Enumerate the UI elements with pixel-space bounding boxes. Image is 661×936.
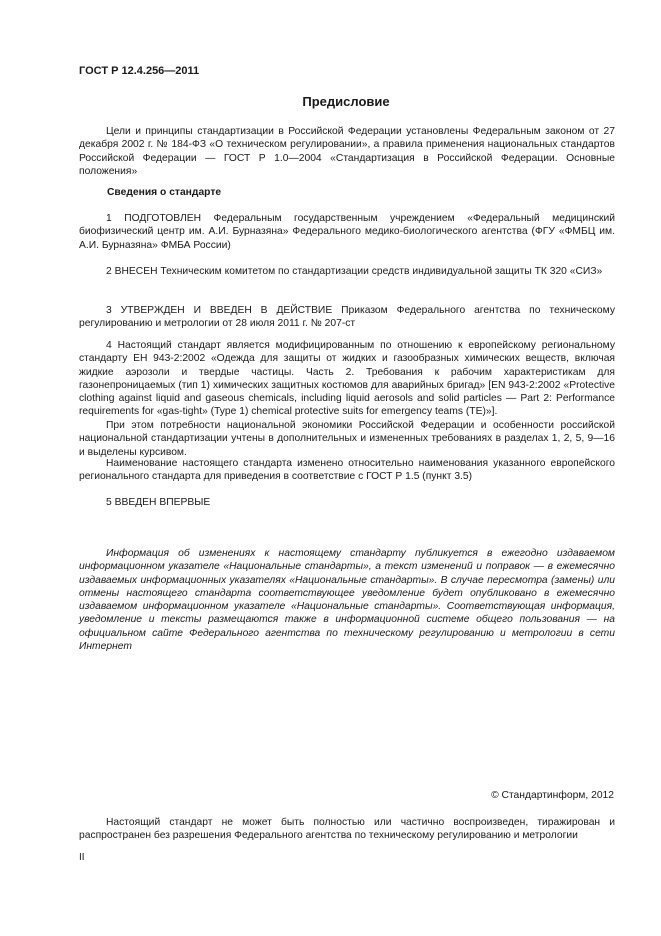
item-3: 3 УТВЕРЖДЕН И ВВЕДЕН В ДЕЙСТВИЕ Приказом Федерального агентства по техническому регулированию и метрологии от 28 июля 2011 г. № 207-ст <box>79 305 615 330</box>
page-number: II <box>79 852 85 863</box>
item-2: 2 ВНЕСЕН Техническим комитетом по стандартизации средств индивидуальной защиты ТК 320 «СИЗ» <box>106 266 603 277</box>
page-title: Предисловие <box>302 94 390 109</box>
intro-paragraph: Цели и принципы стандартизации в Российской Федерации установлены Федеральным законом от 27 декабря 2002 г. № 184-ФЗ «О техническом регулировании», а правила применения национальных стандартов Российской Федерации — ГОСТ Р 1.0—2004 «Стандартизация в Российской Федерации. Основные положения» <box>79 126 615 177</box>
document-id: ГОСТ Р 12.4.256—2011 <box>79 65 200 77</box>
section-subtitle: Сведения о стандарте <box>107 187 222 198</box>
item-4: 4 Настоящий стандарт является модифицированным по отношению к европейскому региональному стандарту ЕН 943-2:2002 «Одежда для защиты от жидких и газообразных химических веществ, включая жидкие аэрозоли и твердые частицы. Часть 2. Требования к рабочим характеристикам для газонепроницаемых (тип 1) химических защитных костюмов для аварийных бригад» [EN 943-2:2002 «Protective clothing against liquid and gaseous chemicals, including liquid aerosols and solid particles — Part 2: Performance requirements for «gas-tight» (Type 1) chemical protective suits for emergency teams (TE)»]. <box>79 340 615 418</box>
item-4-note: При этом потребности национальной экономики Российской Федерации и особенности российской национальной стандартизации учтены в дополнительных и измененных требованиях в разделах 1, 2, 5, 9—16 и выделены курсивом. <box>79 420 615 458</box>
item-5: 5 ВВЕДЕН ВПЕРВЫЕ <box>106 497 211 508</box>
changes-info: Информация об изменениях к настоящему стандарту публикуется в ежегодно издаваемом информационном указателе «Национальные стандарты», а текст изменений и поправок — в ежемесячно издаваемых информационных указателях «Национальные стандарты». В случае пересмотра (замены) или отмены настоящего стандарта соответствующее уведомление будет опубликовано в ежемесячно издаваемом информационном указателе «Национальные стандарты». Соответствующая информация, уведомление и тексты размещаются также в информационной системе общего пользования — на официальном сайте Федерального агентства по техническому регулированию и метрологии в сети Интернет <box>79 548 615 653</box>
item-4-title-note: Наименование настоящего стандарта изменено относительно наименования указанного европейского регионального стандарта для приведения в соответствие с ГОСТ Р 1.5 (пункт 3.5) <box>79 458 615 483</box>
item-1: 1 ПОДГОТОВЛЕН Федеральным государственным учреждением «Федеральный медицинский биофизический центр им. А.И. Бурназяна» Федерального медико-биологического агентства (ФГУ «ФМБЦ им. А.И. Бурназяна» ФМБА России) <box>79 213 615 251</box>
copyright: © Стандартинформ, 2012 <box>491 790 614 801</box>
reproduction-notice: Настоящий стандарт не может быть полностью или частично воспроизведен, тиражирован и распространен без разрешения Федерального агентства по техническому регулированию и метрологии <box>79 817 615 842</box>
